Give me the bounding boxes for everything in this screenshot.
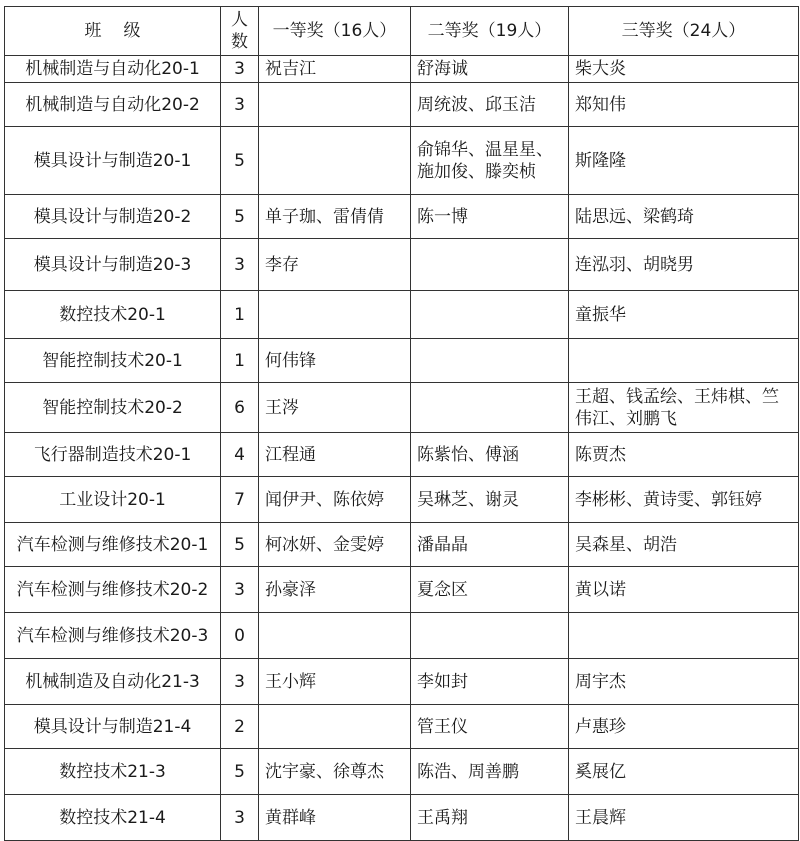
cell-class: 数控技术21-4 [5,795,221,841]
cell-first: 沈宇豪、徐尊杰 [259,749,411,795]
cell-class: 智能控制技术20-2 [5,383,221,433]
cell-third: 陈贾杰 [569,433,799,477]
cell-second: 管王仪 [411,705,569,749]
table-row [5,239,799,291]
cell-first [259,613,411,659]
cell-first: 柯冰妍、金雯婷 [259,523,411,567]
cell-class: 模具设计与制造20-3 [5,239,221,291]
cell-first: 单子珈、雷倩倩 [259,195,411,239]
cell-second: 李如封 [411,659,569,705]
cell-count: 5 [221,523,259,567]
cell-first: 孙豪泽 [259,567,411,613]
cell-count: 6 [221,383,259,433]
cell-first: 李存 [259,239,411,291]
cell-second: 俞锦华、温星星、施加俊、滕奕桢 [411,127,569,195]
cell-class: 汽车检测与维修技术20-3 [5,613,221,659]
cell-class: 模具设计与制造21-4 [5,705,221,749]
table-row [5,749,799,795]
cell-third [569,613,799,659]
cell-third: 吴森星、胡浩 [569,523,799,567]
cell-first [259,705,411,749]
cell-count: 1 [221,291,259,339]
header-count-bottom: 数 [231,32,248,52]
cell-second: 潘晶晶 [411,523,569,567]
cell-third: 黄以诺 [569,567,799,613]
cell-count: 4 [221,433,259,477]
cell-class: 工业设计20-1 [5,477,221,523]
cell-third: 柴大炎 [569,56,799,83]
cell-third: 郑知伟 [569,83,799,127]
cell-second: 陈浩、周善鹏 [411,749,569,795]
cell-third: 李彬彬、黄诗雯、郭钰婷 [569,477,799,523]
cell-third: 周宇杰 [569,659,799,705]
cell-second [411,291,569,339]
cell-first: 王涔 [259,383,411,433]
header-count [221,7,259,56]
cell-third: 童振华 [569,291,799,339]
header-class: 班级 [5,7,221,56]
table-row [5,291,799,339]
cell-count: 7 [221,477,259,523]
cell-class: 汽车检测与维修技术20-1 [5,523,221,567]
cell-class: 数控技术20-1 [5,291,221,339]
header-count-top: 人 [231,10,248,30]
cell-count: 3 [221,83,259,127]
header-second-prize: 二等奖（19人） [411,7,569,56]
cell-second [411,339,569,383]
table-header-row [5,7,799,56]
table-row [5,523,799,567]
cell-class: 飞行器制造技术20-1 [5,433,221,477]
cell-third: 斯隆隆 [569,127,799,195]
cell-second: 周统波、邱玉洁 [411,83,569,127]
cell-count: 2 [221,705,259,749]
cell-class: 机械制造与自动化20-2 [5,83,221,127]
cell-second: 陈紫怡、傅涵 [411,433,569,477]
cell-second [411,613,569,659]
cell-first [259,127,411,195]
cell-count: 3 [221,659,259,705]
cell-third: 陆思远、梁鹤琦 [569,195,799,239]
cell-class: 模具设计与制造20-1 [5,127,221,195]
cell-count: 3 [221,239,259,291]
cell-second: 夏念区 [411,567,569,613]
cell-third: 卢惠珍 [569,705,799,749]
table-row [5,383,799,433]
cell-first: 祝吉江 [259,56,411,83]
cell-count: 5 [221,749,259,795]
cell-count: 0 [221,613,259,659]
cell-count: 3 [221,795,259,841]
table-row [5,795,799,841]
cell-first: 何伟锋 [259,339,411,383]
cell-class: 汽车检测与维修技术20-2 [5,567,221,613]
cell-third: 王超、钱孟绘、王炜棋、竺伟江、刘鹏飞 [569,383,799,433]
cell-second [411,383,569,433]
cell-first [259,291,411,339]
cell-count: 1 [221,339,259,383]
cell-class: 模具设计与制造20-2 [5,195,221,239]
cell-third: 王晨辉 [569,795,799,841]
cell-third: 奚展亿 [569,749,799,795]
header-third-prize: 三等奖（24人） [569,7,799,56]
cell-count: 3 [221,56,259,83]
cell-class: 机械制造与自动化20-1 [5,56,221,83]
cell-first [259,83,411,127]
table-row [5,659,799,705]
table-row [5,339,799,383]
header-first-prize: 一等奖（16人） [259,7,411,56]
cell-class: 数控技术21-3 [5,749,221,795]
table-row [5,56,799,83]
table-row [5,705,799,749]
cell-class: 机械制造及自动化21-3 [5,659,221,705]
cell-count: 5 [221,127,259,195]
cell-second: 陈一博 [411,195,569,239]
cell-third [569,339,799,383]
table-row [5,477,799,523]
cell-first: 王小辉 [259,659,411,705]
cell-count: 5 [221,195,259,239]
cell-second [411,239,569,291]
cell-first: 江程通 [259,433,411,477]
table-row [5,127,799,195]
table-row [5,195,799,239]
table-row [5,83,799,127]
cell-third: 连泓羽、胡晓男 [569,239,799,291]
cell-count: 3 [221,567,259,613]
awards-table [4,6,799,841]
table-row [5,567,799,613]
table-row [5,433,799,477]
cell-second: 吴琳芝、谢灵 [411,477,569,523]
cell-class: 智能控制技术20-1 [5,339,221,383]
cell-first: 黄群峰 [259,795,411,841]
cell-second: 舒海诚 [411,56,569,83]
table-row [5,613,799,659]
cell-second: 王禹翔 [411,795,569,841]
cell-first: 闻伊尹、陈依婷 [259,477,411,523]
